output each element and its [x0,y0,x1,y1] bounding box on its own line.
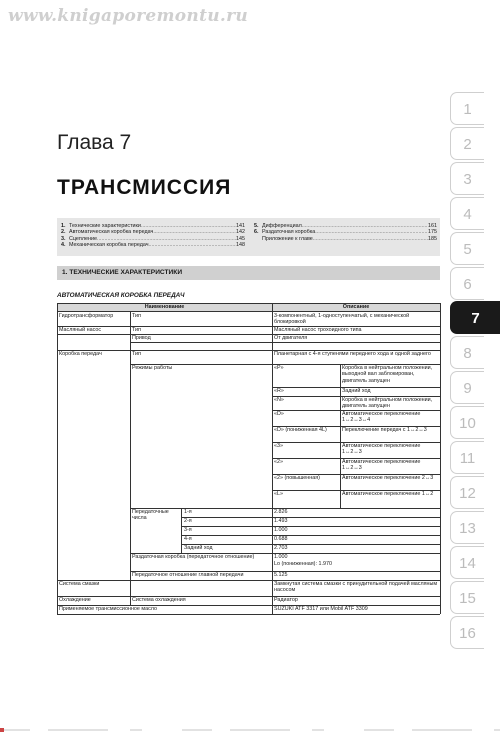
cell-desc: 5.125 [274,572,288,578]
cell-sub: Передаточное отношение главной передачи [132,572,244,578]
cell-name: Применяемое трансмиссионное масло [59,606,157,612]
gear-value: 1.000 [274,527,288,533]
toc-column-right [254,223,437,242]
toc-entry[interactable] [61,242,245,248]
table-rule [57,311,440,312]
cell-desc: Lo (пониженная): 1.970 [274,561,332,567]
mode-desc: Автоматическое переключение 1↔2↔3 [342,443,421,456]
toc-page: 145 [236,235,245,242]
table-rule [440,303,441,614]
cell-sub: Тип [132,351,141,357]
toc-page: 148 [236,241,245,248]
toc-number [254,236,262,242]
toc-leader [149,242,236,248]
col-header-name: Наименование [144,304,185,310]
toc-page: 141 [236,223,245,229]
gear-value: 0.688 [274,536,288,542]
mode-key: «2» (повышенная) [274,475,320,481]
toc-label: Технические характеристики [69,223,141,229]
toc-page: 185 [428,235,437,242]
gear-key: 4-я [184,536,192,542]
mode-desc: Автоматическое переключение 1↔2↔3 [342,459,421,472]
cell-name: Охлаждение [59,597,91,603]
chapter-tab-10[interactable]: 10 [450,406,484,439]
cell-name: Гидротрансформатор [59,313,114,319]
table-rule [130,342,440,343]
chapter-tab-15[interactable]: 15 [450,581,484,614]
toc-label: Механическая коробка передач [69,241,149,248]
cell-sub: Режимы работы [132,365,173,371]
chapter-tab-6[interactable]: 6 [450,267,484,300]
cell-sub: Система охлаждения [132,597,186,603]
cell-sub: Передаточные числа [132,509,169,522]
table-of-contents [57,218,440,256]
section-heading: 1. ТЕХНИЧЕСКИЕ ХАРАКТЕРИСТИКИ [57,266,440,280]
toc-leader [313,236,428,242]
gear-key: 2-я [184,518,192,524]
cell-name: Масляный насос [59,327,102,333]
mode-desc: Автоматическое переключение 1↔2↔3↔4 [342,411,421,424]
toc-number: 2. [61,229,66,236]
gear-value: 2.826 [274,509,288,515]
table-rule [130,311,131,605]
chapter-tab-16[interactable]: 16 [450,616,484,649]
mode-key: «3» [274,443,283,449]
toc-number: 5. [254,223,259,229]
toc-column-left [61,223,245,248]
cell-desc: SUZUKI ATF 3317 или Mobil ATF 3309 [274,606,368,612]
mode-desc: Задний ход [342,388,371,394]
chapter-tab-3[interactable]: 3 [450,162,484,195]
chapter-heading: Глава 7 [57,131,132,154]
mode-key: «D» (пониженная 4L) [274,427,327,433]
toc-page: 175 [428,229,437,236]
toc-number: 4. [61,241,66,248]
toc-label: Автоматическая коробка передач [69,229,154,236]
chapter-tab-9[interactable]: 9 [450,371,484,404]
gear-value: 2.703 [274,545,288,551]
chapter-tab-1[interactable]: 1 [450,92,484,125]
toc-label: Дифференциал [262,223,302,229]
toc-page: 161 [428,223,437,229]
mode-key: «L» [274,491,283,497]
chapter-tab-11[interactable]: 11 [450,441,484,474]
chapter-tab-4[interactable]: 4 [450,197,484,230]
chapter-tab-14[interactable]: 14 [450,546,484,579]
chapter-tab-5[interactable]: 5 [450,232,484,265]
mode-key: «2» [274,459,283,465]
table-rule [272,303,273,605]
mode-key: «N» [274,397,284,403]
toc-number: 1. [61,223,66,229]
chapter-tab-2[interactable]: 2 [450,127,484,160]
cell-desc: 1.000 [274,554,288,560]
cell-desc: 3-компонентный, 1-одноступенчатый, с механической блокировкой [274,313,410,326]
cell-desc: Планетарная с 4-я ступенями переднего хода и одной заднего [274,351,431,357]
table-rule [181,508,182,553]
toc-label: Сцепление [69,235,97,242]
chapter-tab-7[interactable]: 7 [450,301,500,334]
cell-sub: Привод [132,335,151,341]
cell-sub: Тип [132,327,141,333]
table-title: АВТОМАТИЧЕСКАЯ КОРОБКА ПЕРЕДАЧ [57,292,185,299]
gear-key: 1-я [184,509,192,515]
mode-desc: Переключение передач с 1↔2↔3 [342,427,427,433]
mode-key: «R» [274,388,284,394]
table-rule [272,605,273,614]
toc-entry[interactable] [254,236,437,242]
table-rule [340,364,341,508]
chapter-tab-12[interactable]: 12 [450,476,484,509]
chapter-tab-8[interactable]: 8 [450,336,484,369]
toc-number: 6. [254,229,259,236]
toc-label: Приложение к главе [262,235,313,242]
cell-name: Коробка передач [59,351,102,357]
cell-desc: Радиатор [274,597,298,603]
cell-sub: Тип [132,313,141,319]
cell-desc: Замкнутая система смазки с принудительной подачей масляным насосом [274,581,438,594]
table-rule [57,614,440,615]
toc-page: 142 [236,229,245,236]
gear-value: 1.493 [274,518,288,524]
cell-desc: Масляный насос трохоидного типа [274,327,362,333]
cell-desc: От двигателя [274,335,308,341]
table-rule [57,303,58,614]
bottom-scan-artifact [0,727,500,732]
page-title: ТРАНСМИССИЯ [57,176,232,199]
cell-sub: Раздаточная коробка (передаточное отношение) [132,554,255,560]
gear-key: 3-я [184,527,192,533]
mode-desc: Автоматическое переключение 1↔2 [342,491,434,497]
mode-key: «D» [274,411,284,417]
mode-desc: Коробка в нейтральном положении, двигатель запущен [342,397,433,410]
toc-number: 3. [61,235,66,242]
toc-label: Раздаточная коробка [262,229,316,236]
mode-desc: Автоматическое переключение 2↔3 [342,475,434,481]
cell-name: Система смазки [59,581,100,587]
col-header-desc: Описание [342,304,370,310]
chapter-tab-13[interactable]: 13 [450,511,484,544]
gear-key: Задний ход [184,545,213,551]
watermark: www.knigaporemontu.ru [8,6,249,26]
mode-desc: Коробка в нейтральном положении, выходной вал заблокирован, двигатель запущен [342,365,433,384]
mode-key: «P» [274,365,284,371]
